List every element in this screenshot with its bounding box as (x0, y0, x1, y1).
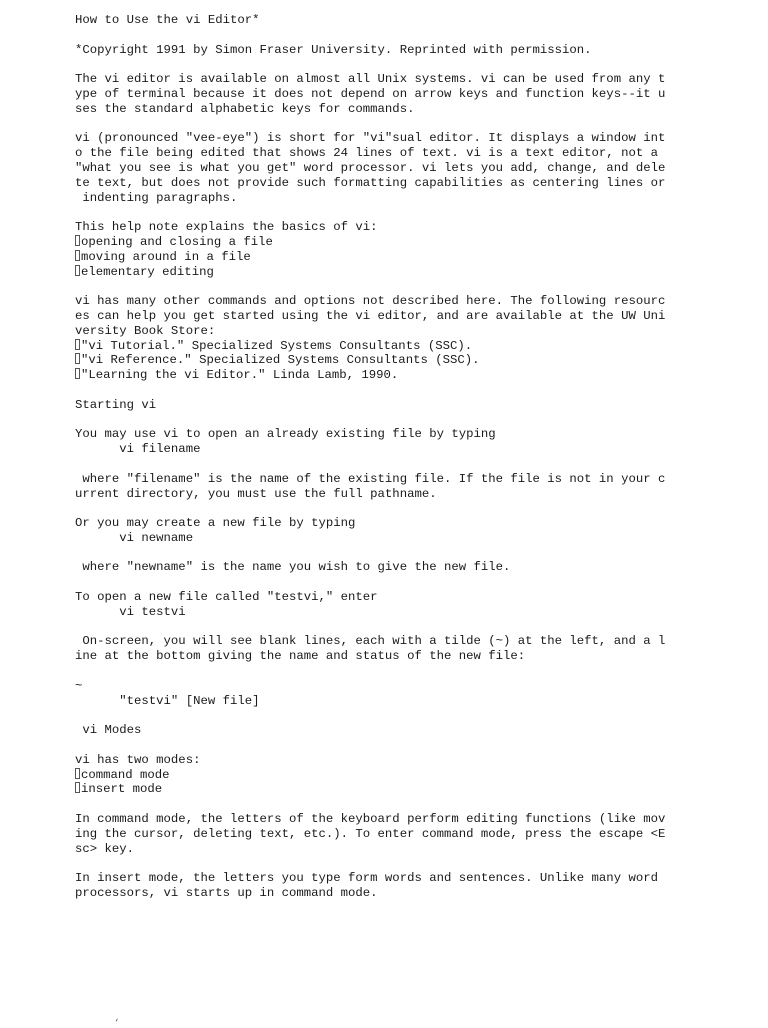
list-item-label: command mode (81, 767, 170, 782)
open-existing-line: You may use vi to open an already existing file by typing (75, 427, 496, 442)
list-item-label: elementary editing (81, 264, 214, 279)
section-heading: vi Modes (75, 723, 142, 738)
blank-line (75, 57, 695, 72)
create-new-line: Or you may create a new file by typing (75, 516, 356, 531)
about-line: vi (pronounced "vee-eye") is short for "vi"sual editor. It displays a window int (75, 131, 666, 146)
blank-line (75, 856, 695, 871)
modes-intro: vi has two modes: (75, 752, 201, 767)
list-item-label: opening and closing a file (81, 234, 273, 249)
resources-line: vi has many other commands and options not described here. The following resourc (75, 294, 666, 309)
bullet-box-icon (75, 782, 80, 793)
onscreen-note-line: ine at the bottom giving the name and status of the new file: (75, 649, 526, 664)
intro-line: ype of terminal because it does not depend on arrow keys and function keys--it u (75, 86, 666, 101)
resources-line: versity Book Store: (75, 323, 216, 338)
blank-line (75, 383, 695, 398)
filename-note-line: urrent directory, you must use the full pathname. (75, 486, 437, 501)
blank-line (75, 28, 695, 43)
blank-line (75, 738, 695, 753)
blank-line (75, 546, 695, 561)
blank-line (75, 664, 695, 679)
insert-mode-line: In insert mode, the letters you type form words and sentences. Unlike many word (75, 871, 658, 886)
blank-line (75, 501, 695, 516)
insert-mode-line: processors, vi starts up in command mode. (75, 886, 378, 901)
intro-line: The vi editor is available on almost all Unix systems. vi can be used from any t (75, 72, 666, 87)
command-example: vi testvi (75, 604, 186, 619)
list-item-label: "Learning the vi Editor." Linda Lamb, 1990. (81, 368, 399, 383)
blank-line (75, 708, 695, 723)
copyright-notice: *Copyright 1991 by Simon Fraser University. Reprinted with permission. (75, 42, 592, 57)
bullet-box-icon (75, 353, 80, 364)
list-item (75, 782, 695, 797)
resources-line: es can help you get started using the vi editor, and are available at the UW Uni (75, 308, 666, 323)
list-item (75, 339, 695, 354)
onscreen-note-line: On-screen, you will see blank lines, each with a tilde (~) at the left, and a l (75, 634, 666, 649)
document-title: How to Use the vi Editor* (75, 13, 260, 27)
intro-line: ses the standard alphabetic keys for commands. (75, 101, 415, 116)
about-line: te text, but does not provide such formatting capabilities as centering lines or (75, 175, 666, 190)
bullet-box-icon (75, 265, 80, 276)
blank-line (75, 279, 695, 294)
command-mode-line: In command mode, the letters of the keyboard perform editing functions (like mov (75, 812, 666, 827)
footer-mark: ‘ (114, 1018, 120, 1028)
command-example: vi filename (75, 442, 201, 457)
tilde-line: ~ (75, 678, 83, 693)
list-item-label: "vi Tutorial." Specialized Systems Consultants (SSC). (81, 338, 473, 353)
list-item (75, 250, 695, 265)
blank-line (75, 620, 695, 635)
about-line: o the file being edited that shows 24 lines of text. vi is a text editor, not a (75, 146, 658, 161)
bullet-box-icon (75, 368, 80, 379)
bullet-box-icon (75, 250, 80, 261)
list-item (75, 368, 695, 383)
about-line: "what you see is what you get" word processor. vi lets you add, change, and dele (75, 160, 666, 175)
list-item (75, 265, 695, 280)
about-line: indenting paragraphs. (75, 190, 238, 205)
open-testvi-line: To open a new file called "testvi," enter (75, 590, 378, 605)
list-item-label: insert mode (81, 782, 163, 797)
newname-note: where "newname" is the name you wish to give the new file. (75, 560, 511, 575)
basics-heading: This help note explains the basics of vi: (75, 220, 378, 235)
section-heading: Starting vi (75, 397, 157, 412)
blank-line (75, 797, 695, 812)
bullet-box-icon (75, 339, 80, 350)
list-item-label: moving around in a file (81, 249, 251, 264)
list-item (75, 235, 695, 250)
filename-note-line: where "filename" is the name of the existing file. If the file is not in your c (75, 471, 666, 486)
blank-line (75, 205, 695, 220)
command-mode-line: ing the cursor, deleting text, etc.). To enter command mode, press the escape <E (75, 826, 666, 841)
command-mode-line: sc> key. (75, 841, 135, 856)
command-example: vi newname (75, 530, 194, 545)
blank-line (75, 575, 695, 590)
bullet-box-icon (75, 235, 80, 246)
list-item (75, 353, 695, 368)
document-page (75, 13, 695, 901)
list-item (75, 768, 695, 783)
blank-line (75, 457, 695, 472)
bullet-box-icon (75, 768, 80, 779)
blank-line (75, 413, 695, 428)
status-line: "testvi" [New file] (75, 693, 260, 708)
blank-line (75, 117, 695, 132)
list-item-label: "vi Reference." Specialized Systems Consultants (SSC). (81, 353, 480, 368)
